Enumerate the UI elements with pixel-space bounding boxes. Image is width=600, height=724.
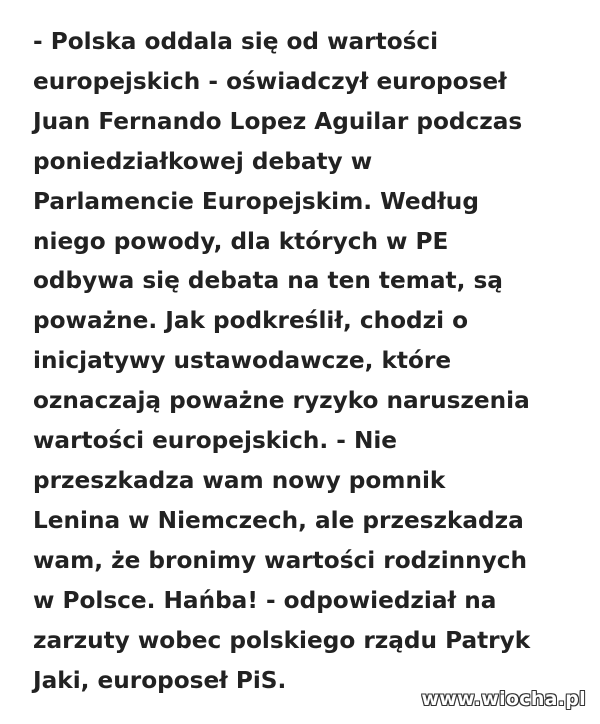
article-line: inicjatywy ustawodawcze, które: [33, 347, 452, 375]
article-line: niego powody, dla których w PE: [33, 227, 449, 255]
article-line: wartości europejskich. - Nie: [33, 427, 398, 455]
article-line: Juan Fernando Lopez Aguilar podczas: [33, 107, 523, 135]
article-line: oznaczają poważne ryzyko naruszenia: [33, 387, 530, 415]
article-line: zarzuty wobec polskiego rządu Patryk: [33, 626, 531, 654]
site-watermark: www.wiocha.pl: [421, 688, 586, 710]
article-line: Jaki, europoseł PiS.: [33, 666, 287, 694]
article-line: - Polska oddala się od wartości: [33, 28, 439, 55]
article-line: poważne. Jak podkreślił, chodzi o: [33, 307, 469, 335]
article-line: w Polsce. Hańba! - odpowiedział na: [33, 586, 497, 614]
article-line: przeszkadza wam nowy pomnik: [33, 466, 446, 494]
article-line: europejskich - oświadczył europoseł: [33, 67, 507, 95]
article-text: [33, 22, 593, 700]
article-line: odbywa się debata na ten temat, są: [33, 267, 503, 295]
article-line: Parlamencie Europejskim. Według: [33, 187, 479, 215]
article-line: wam, że bronimy wartości rodzinnych: [33, 546, 528, 574]
article-line: Lenina w Niemczech, ale przeszkadza: [33, 506, 524, 534]
article-line: poniedziałkowej debaty w: [33, 147, 373, 175]
